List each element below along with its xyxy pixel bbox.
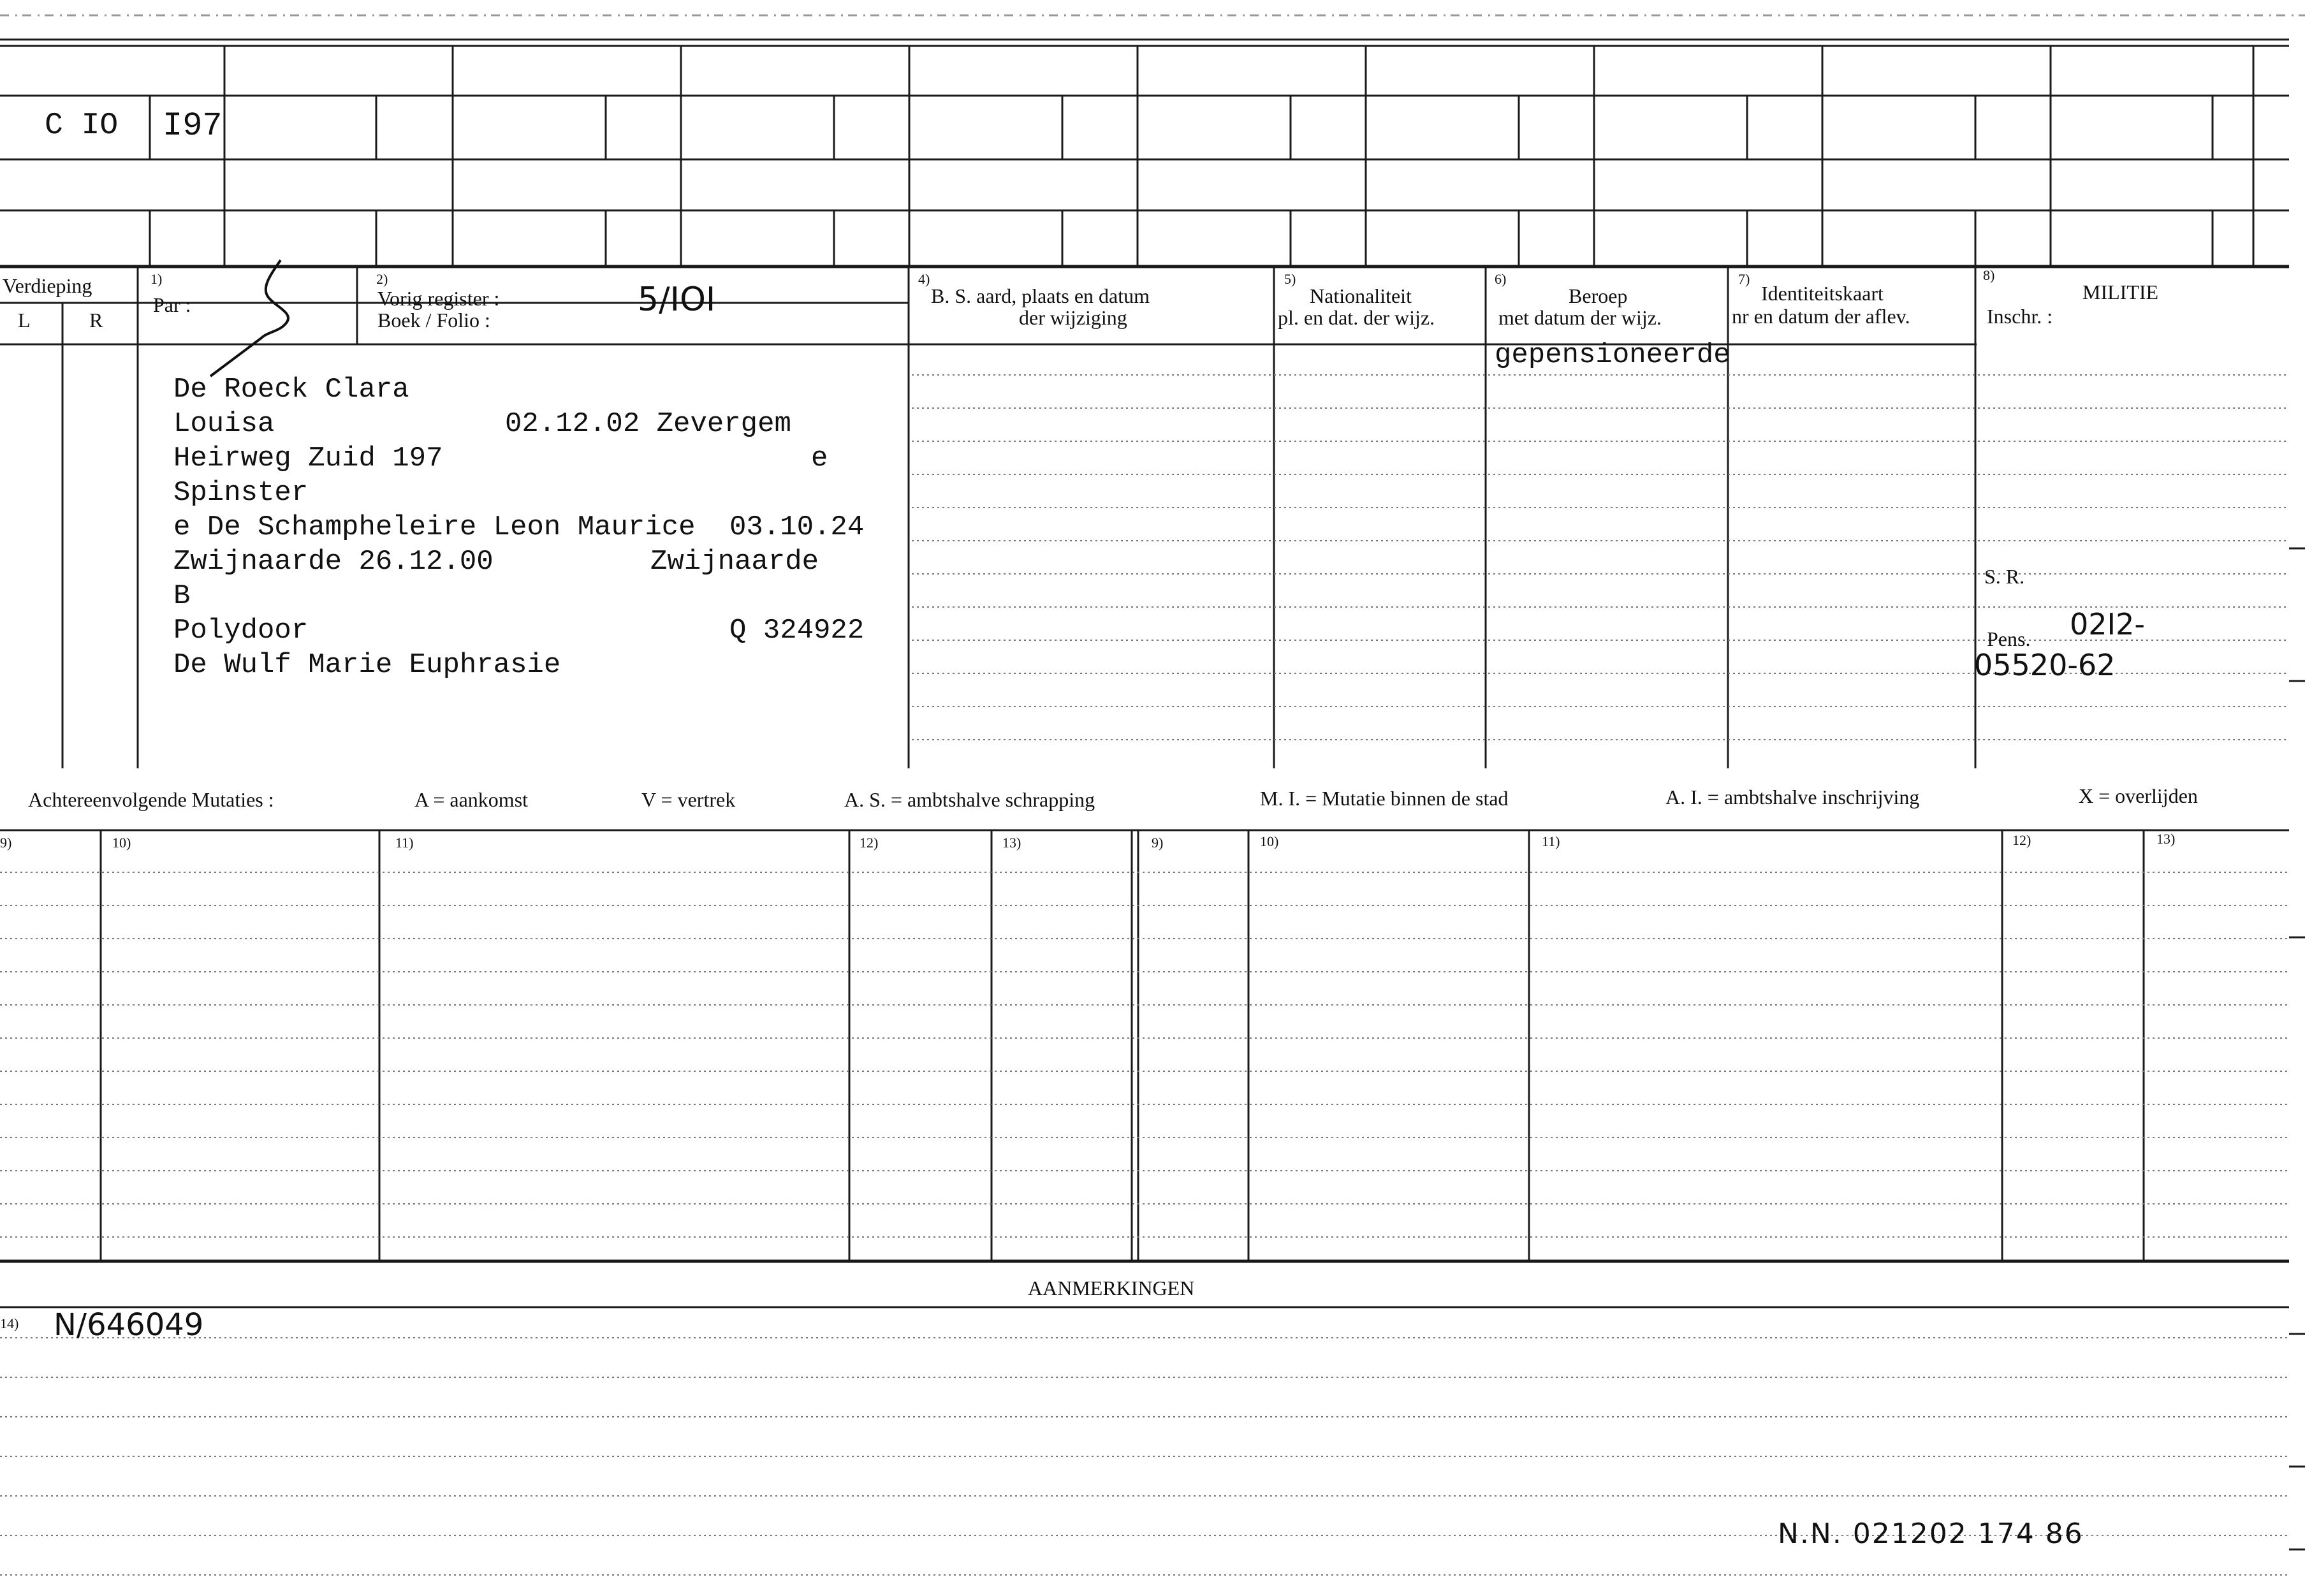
col-number-1: 1) [150,271,163,287]
verdieping-label: Verdieping [3,274,92,297]
beroep-value: gepensioneerde [1495,339,1731,371]
mutaties-col-9b: 9) [1152,835,1164,851]
record-line [173,407,900,441]
row-code: C IO [45,108,119,143]
record-line [173,579,900,613]
mutaties-col-10: 10) [112,835,131,851]
marriage-place: Zwijnaarde [650,546,819,578]
record-line-left: Louisa [173,408,275,440]
id-number: Q 324922 [729,615,865,647]
verdieping-l-label: L [18,309,31,332]
record-line [173,510,900,545]
col-number-14: 14) [0,1315,19,1331]
record-line [173,441,900,476]
col-number-4: 4) [918,271,930,287]
spouse-name: e De Schampheleire Leon Maurice [173,511,696,543]
legend-mutatie-binnen-stad: M. I. = Mutatie binnen de stad [1260,787,1509,810]
mutaties-col-11b: 11) [1542,833,1560,849]
bs-label-line1: B. S. aard, plaats en datum [931,284,1150,307]
mutaties-col-13b: 13) [2156,831,2176,847]
legend-overlijden: X = overlijden [2079,784,2198,807]
col-number-5: 5) [1284,271,1296,287]
beroep-label-line2: met datum der wijz. [1498,306,1662,329]
house-number: I97 [163,107,223,145]
col-number-8: 8) [1983,267,1995,283]
beroep-label-line1: Beroep [1569,284,1628,307]
birth-date-place: 02.12.02 Zevergem [505,408,791,440]
record-line-left: De Roeck Clara [173,374,409,406]
footer-code: N.N. 021202 174 86 [1778,1518,2084,1550]
record-line-left: B [173,580,191,612]
sr-label: S. R. [1984,565,2025,588]
nationaliteit-label-line1: Nationaliteit [1310,284,1412,307]
mutaties-col-12b: 12) [2012,832,2031,848]
record-line-left: Heirweg Zuid 197 [173,443,443,474]
mutaties-col-11: 11) [395,835,414,851]
aanmerkingen-title: AANMERKINGEN [1028,1277,1195,1299]
nationaliteit-label-line2: pl. en dat. der wijz. [1278,306,1435,329]
legend-vertrek: V = vertrek [641,788,736,811]
record-line [173,476,900,510]
pens-label: Pens. [1987,627,2031,650]
bs-label-line2: der wijziging [1019,306,1127,329]
mutaties-col-12: 12) [860,835,879,851]
identiteitskaart-label-line2: nr en datum der aflev. [1732,305,1910,328]
boek-folio-label: Boek / Folio : [377,309,490,332]
col-number-7: 7) [1738,271,1750,287]
spouse-birth: Zwijnaarde 26.12.00 [173,546,494,578]
vorig-register-label: Vorig register : [377,287,500,310]
pens-value-line2: 05520-62 [1974,648,2116,682]
col-number-6: 6) [1495,271,1507,287]
mutaties-col-13: 13) [1002,835,1021,851]
legend-ambtshalve-inschrijving: A. I. = ambtshalve inschrijving [1665,786,1920,809]
mutaties-title: Achtereenvolgende Mutaties : [28,788,274,811]
verdieping-r-label: R [89,309,103,332]
record-line [173,372,900,407]
record-line [173,613,900,648]
col-number-2: 2) [376,271,388,287]
legend-ambtshalve-schrapping: A. S. = ambtshalve schrapping [844,788,1095,811]
aanmerking-value: N/646049 [54,1307,204,1343]
mutaties-col-10b: 10) [1260,833,1279,849]
legend-aankomst: A = aankomst [414,788,529,811]
identiteitskaart-label-line1: Identiteitskaart [1761,282,1884,305]
record-line [173,545,900,579]
record-line [173,648,900,682]
par-label: Par : [153,293,191,316]
pens-value-line1: 02I2- [2070,607,2145,641]
inschr-label: Inschr. : [1987,305,2053,328]
father-name: Polydoor [173,615,309,647]
mother-name: De Wulf Marie Euphrasie [173,649,561,681]
handwritten-bracket-mark [210,260,288,376]
record-line-right: e [811,443,828,474]
marriage-date: 03.10.24 [729,511,865,543]
mutaties-col-9: 9) [0,835,12,851]
record-line-left: Spinster [173,477,309,509]
militie-label: MILITIE [2082,281,2159,304]
record-block [173,372,900,682]
vorig-register-value: 5/IOI [638,281,716,319]
